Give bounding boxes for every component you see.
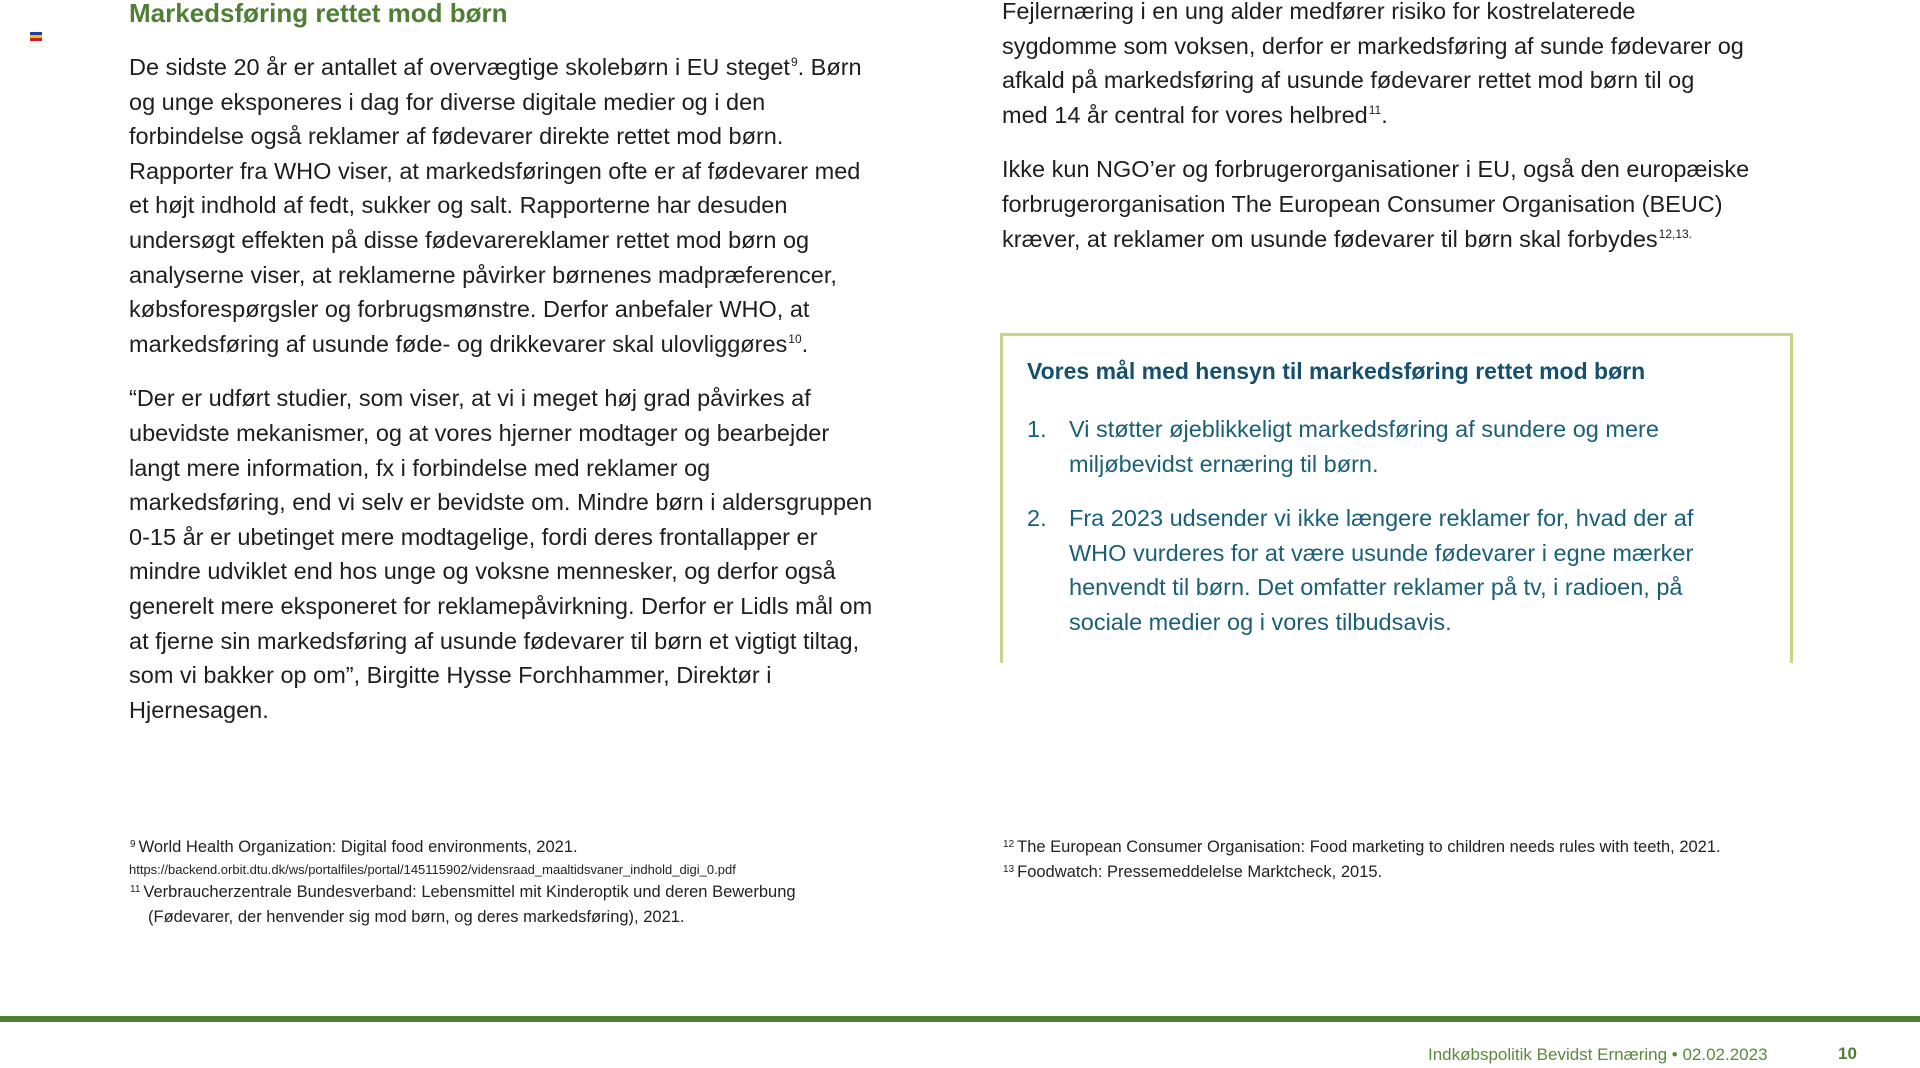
goal-item-text: Vi støtter øjeblikkeligt markedsføring af sundere og mere miljøbevidst ernæring til børn. [1069, 416, 1659, 477]
text-line: generelt mere eksponeret for reklamepåvirkning. Derfor er Lidls mål om [129, 592, 873, 619]
paragraph-quote-hjernesagen [129, 381, 929, 727]
text-line: De sidste 20 år er antallet af overvægtige skolebørn i EU steget$^9$. Børn [129, 54, 862, 80]
text-line: kræver, at reklamer om usunde fødevarer til børn skal forbydes$^{12,13.}$ [1002, 225, 1693, 252]
text-line: “Der er udført studier, som viser, at vi i meget høj grad påvirkes af [129, 385, 811, 412]
footnote: $^{12}$ The European Consumer Organisation: Food marketing to children needs rules with teeth, 2021. [1003, 838, 1721, 856]
text-line: at fjerne sin markedsføring af usunde fødevarer til børn et vigtigt tiltag, [129, 627, 860, 654]
text-line: afkald på markedsføring af usunde fødevarer rettet mod børn til og [1002, 67, 1695, 94]
text-line: markedsføring af usunde føde- og drikkevarer skal ulovliggøres$^{10}$. [129, 330, 809, 357]
footer-document-title: Indkøbspolitik Bevidst Ernæring • 02.02.2023 [1428, 1045, 1768, 1064]
text-line: Hjernesagen. [129, 696, 269, 723]
text-line: langt mere information, fx i forbindelse med reklamer og [129, 454, 711, 481]
text-line: analyserne viser, at reklamerne påvirker børnenes madpræferencer, [129, 261, 837, 288]
text-line: Ikke kun NGO’er og forbrugerorganisationer i EU, også den europæiske [1002, 156, 1750, 183]
tricolor-flag-icon [30, 32, 42, 41]
text-line: og unge eksponeres i dag for diverse digitale medier og i den [129, 88, 766, 115]
footnotes-left [129, 835, 796, 930]
text-line: undersøgt effekten på disse fødevarereklamer rettet mod børn og [129, 226, 810, 253]
paragraph-beuc [1002, 152, 1802, 256]
right-column [1002, 0, 1802, 276]
text-line: ubevidste mekanismer, og at vores hjerner modtager og bearbejder [129, 419, 830, 446]
text-line: forbindelse også reklamer af fødevarer direkte rettet mod børn. [129, 123, 784, 150]
footer-divider [0, 1016, 1920, 1022]
section-heading: Markedsføring rettet mod børn [129, 0, 508, 28]
text-line: sygdomme som voksen, derfor er markedsføring af sunde fødevarer og [1002, 32, 1744, 59]
footnote: $^9$ World Health Organization: Digital food environments, 2021. [130, 838, 578, 856]
text-line: med 14 år central for vores helbred$^{11}$. [1002, 101, 1388, 128]
goal-item [1027, 412, 1747, 481]
text-line: Rapporter fra WHO viser, at markedsføringen ofte er af fødevarer med [129, 157, 861, 184]
footnote-ref: 10 [788, 331, 802, 346]
footnote-ref: 9 [790, 55, 798, 69]
text-line: Fejlernæring i en ung alder medfører risiko for kostrelaterede [1002, 0, 1636, 24]
goal-item [1027, 501, 1747, 639]
footnotes-right [1002, 835, 1721, 885]
footnote: $^{13}$ Foodwatch: Pressemeddelelse Marktcheck, 2015. [1003, 863, 1383, 881]
page-number: 10 [1838, 1044, 1857, 1063]
footnote: (Fødevarer, der henvender sig mod børn, og deres markedsføring), 2021. [148, 908, 685, 926]
footnote: $^{11}$ Verbraucherzentrale Bundesverband: Lebensmittel mit Kinderoptik und deren Bewerbung [130, 883, 796, 901]
text-line: forbrugerorganisation The European Consumer Organisation (BEUC) [1002, 190, 1723, 217]
goal-item-text: Fra 2023 udsender vi ikke længere reklamer for, hvad der af WHO vurderes for at være usunde fødevarer i egne mærker henvendt til børn. Det omfatter reklamer på tv, i radioen, på sociale medier og i vores tilbudsavis. [1069, 505, 1694, 635]
paragraph-overweight-children [129, 50, 929, 361]
text-line: markedsføring, end vi selv er bevidste om. Mindre børn i aldersgruppen [129, 489, 873, 516]
text-line: som vi bakker op om”, Birgitte Hysse Forchhammer, Direktør i [129, 662, 772, 689]
goal-title: Vores mål med hensyn til markedsføring rettet mod børn [1027, 358, 1646, 384]
left-column [129, 50, 929, 747]
goal-item-number: 2. [1027, 505, 1047, 532]
paragraph-malnutrition [1002, 0, 1802, 132]
text-line: mindre udviklet end hos unge og voksne mennesker, og derfor også [129, 558, 836, 585]
footnote-ref: 12,13. [1658, 226, 1693, 241]
text-line: 0-15 år er ubetinget mere modtagelige, fordi deres frontallapper er [129, 523, 818, 550]
footnote-ref: 11 [1368, 102, 1382, 117]
goal-item-number: 1. [1027, 416, 1047, 442]
text-line: et højt indhold af fedt, sukker og salt. Rapporterne har desuden [129, 192, 788, 219]
footnote: https://backend.orbit.dtu.dk/ws/portalfiles/portal/145115902/vidensraad_maaltidsvaner_indhold_digi_0.pdf [129, 862, 736, 877]
text-line: købsforespørgsler og forbrugsmønstre. Derfor anbefaler WHO, at [129, 296, 810, 323]
goal-list [1027, 412, 1747, 660]
